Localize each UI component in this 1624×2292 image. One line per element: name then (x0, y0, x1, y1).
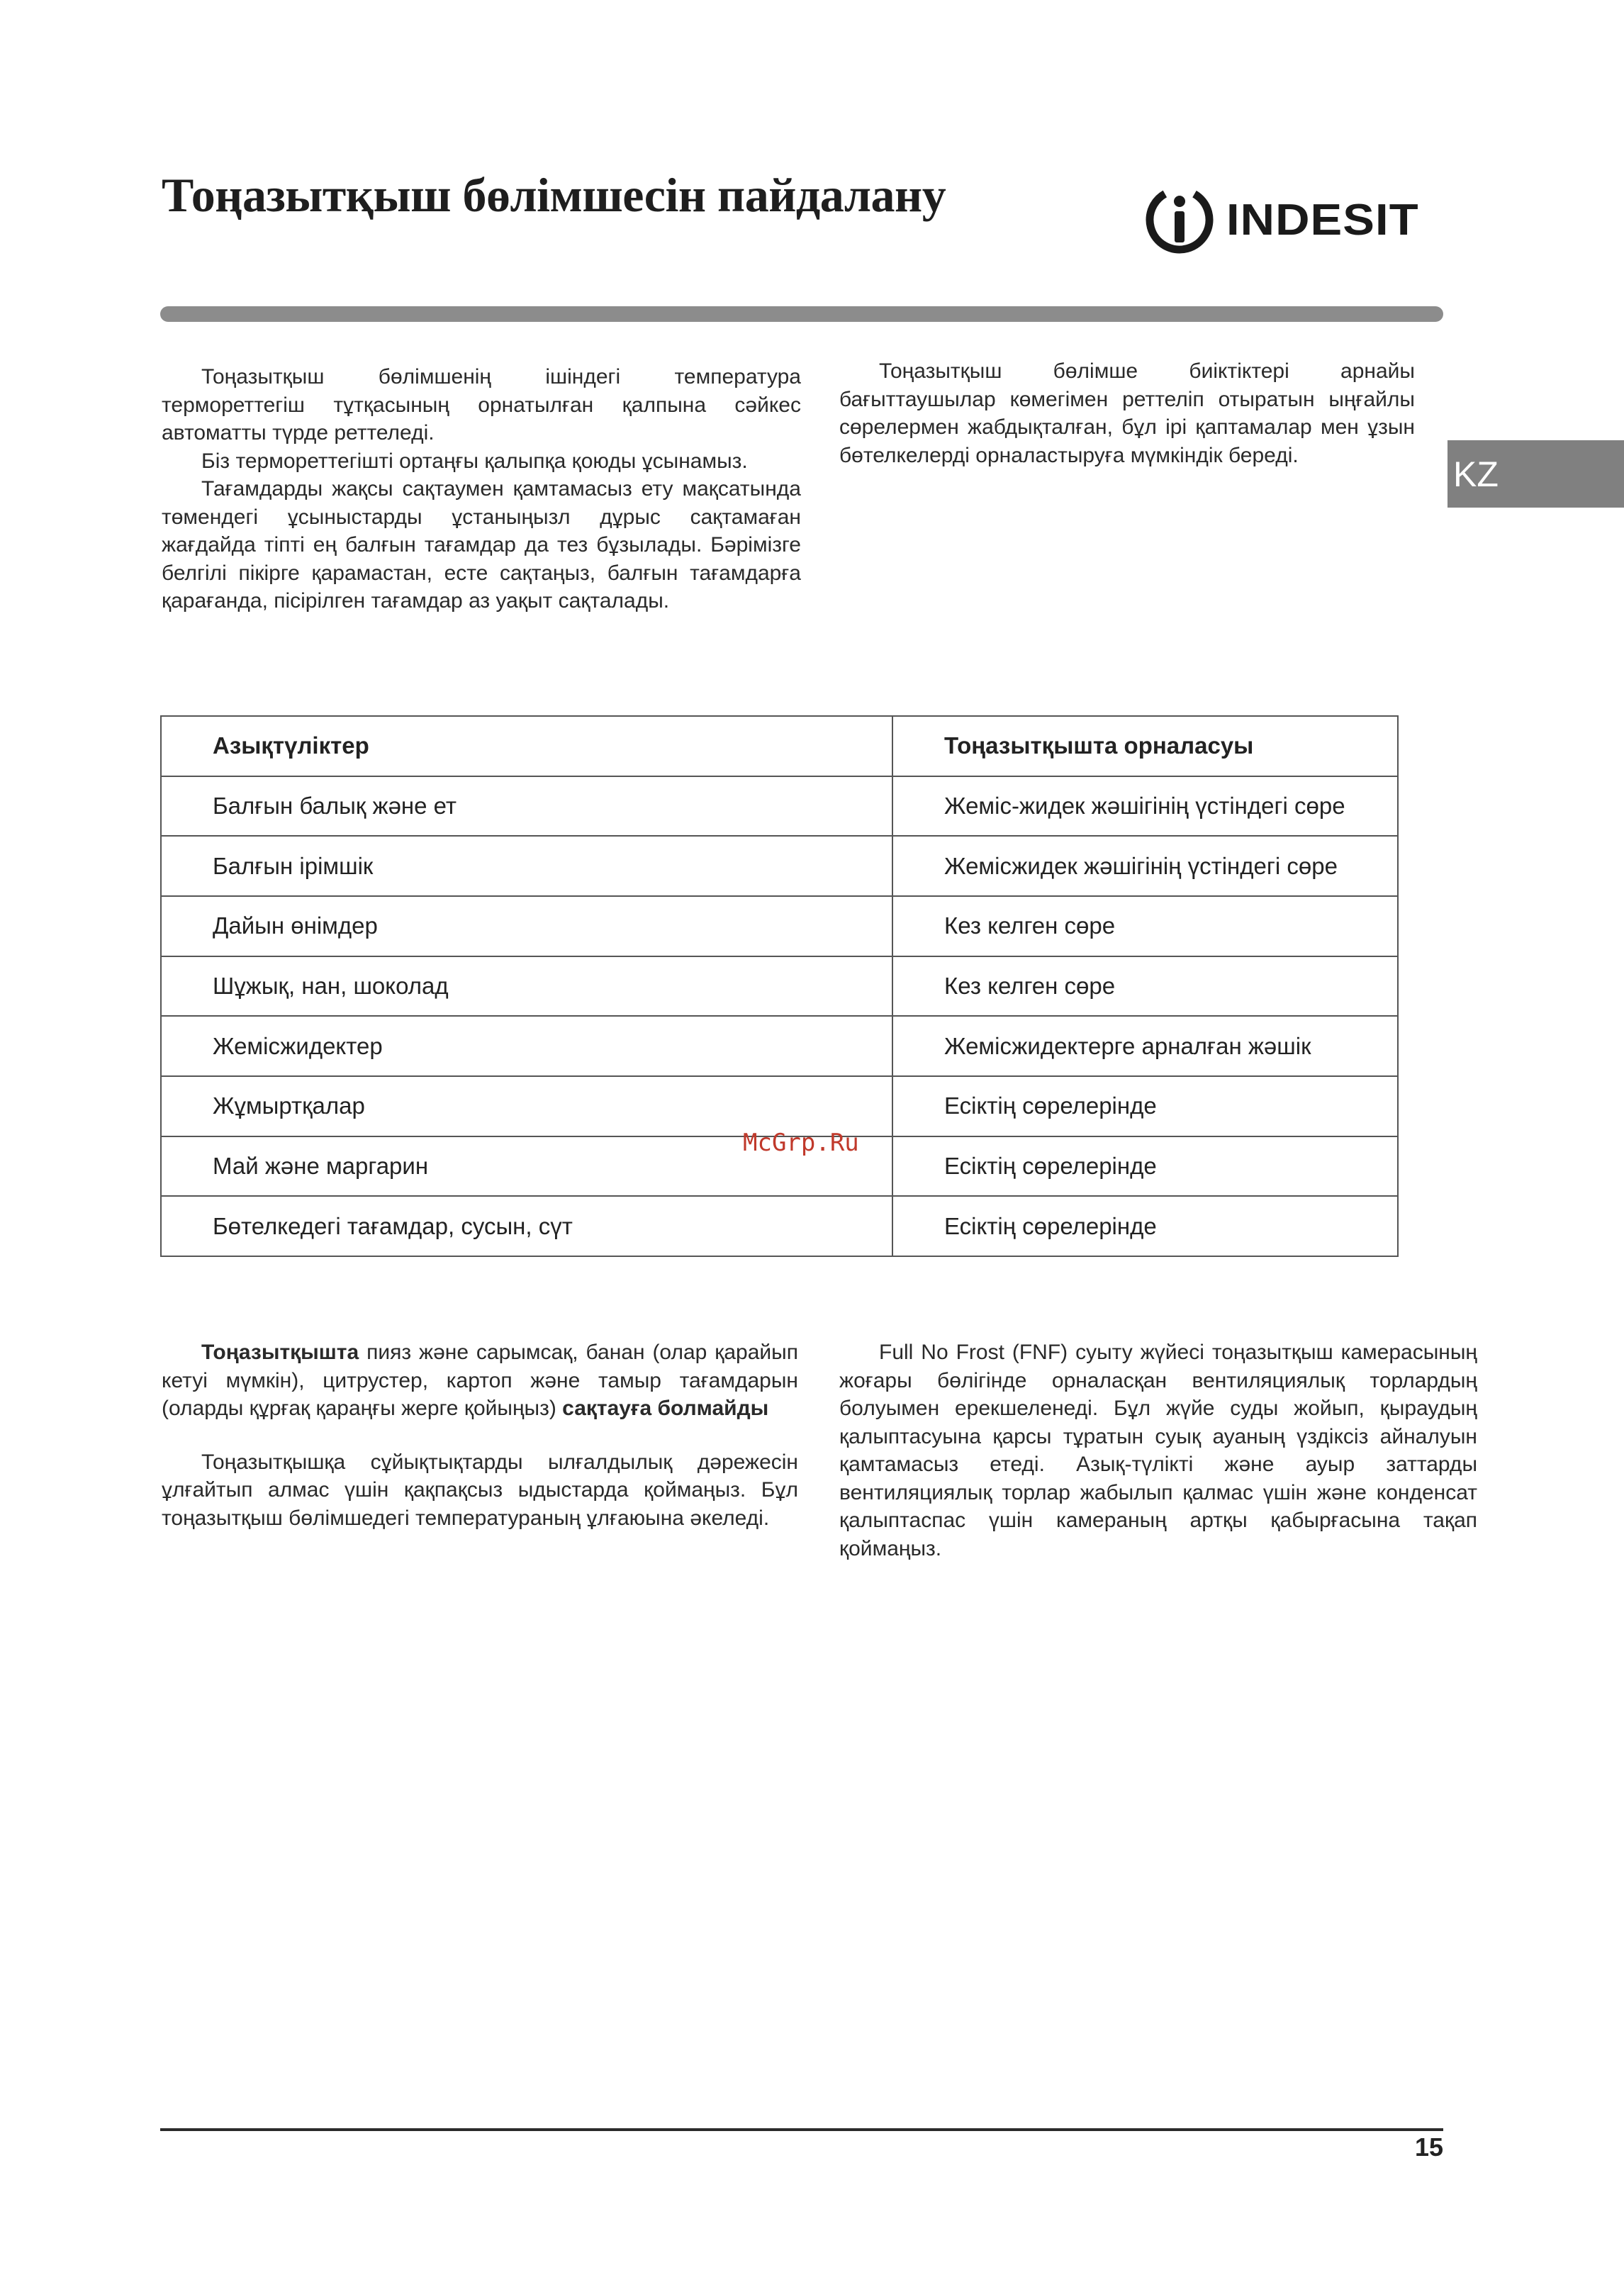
intro-left-column (162, 363, 801, 615)
table-cell: Кез келген сөре (892, 896, 1398, 956)
table-header-row (161, 716, 1398, 776)
notes-right-column (839, 1338, 1477, 1563)
intro-paragraph: Біз термореттегішті ортаңғы қалыпқа қоюды ұсынамыз. (201, 449, 748, 473)
table-cell: Есіктің сөрелерінде (892, 1196, 1398, 1256)
language-tab: KZ (1447, 440, 1624, 508)
indesit-logo-icon (1143, 183, 1216, 257)
footer-divider (160, 2128, 1443, 2131)
table-cell: Кез келген сөре (892, 956, 1398, 1017)
table-row (161, 776, 1398, 837)
table-row (161, 1016, 1398, 1076)
notes-left-column (162, 1338, 798, 1532)
table-cell: Балғын балық және ет (161, 776, 892, 837)
intro-paragraph: Тоңазытқыш бөлімшенің ішіндегі температура термореттегіш тұтқасының орнатылған қалпына сәйкес автоматты түрде реттеледі. (162, 365, 801, 445)
table-header-cell: Азықтүліктер (161, 716, 892, 776)
note-tail: сақтауға болмайды (562, 1397, 769, 1420)
table-row (161, 1076, 1398, 1136)
table-row (161, 1196, 1398, 1256)
watermark-link[interactable]: McGrp.Ru (743, 1129, 859, 1157)
table-row (161, 896, 1398, 956)
table-cell: Жеміс-жидек жәшігінің үстіндегі сөре (892, 776, 1398, 837)
note-paragraph: Тоңазытқышқа сұйықтықтарды ылғалдылық дәрежесін ұлғайтып алмас үшін қақпақсыз ыдыстарда қоймаңыз. Бұл тоңазытқыш бөлімшедегі температураның ұлғаюына әкеледі. (162, 1450, 798, 1530)
header-divider (160, 306, 1443, 322)
table-header-cell: Тоңазытқышта орналасуы (892, 716, 1398, 776)
table-cell: Жемісжидектерге арналған жәшік (892, 1016, 1398, 1076)
table-cell: Есіктің сөрелерінде (892, 1136, 1398, 1197)
intro-right-column (839, 357, 1415, 469)
note-paragraph: Full No Frost (FNF) суыту жүйесі тоңазытқыш камерасының жоғары бөлігінде орналасқан вентиляциялық торлардың болуымен ерекшеленеді. Бұл жүйе суды жойып, қыраудың қалыптасуына қарсы тұратын суық ауаның үздіксіз айналуын қамтамасыз етеді. Азық-түлікті және ауыр заттарды вентиляциялық торлар жабылып қалмас үшін және конденсат қалыптаспас үшін камераның артқы қабырғасына тақап қоймаңыз. (839, 1341, 1477, 1560)
page-number: 15 (1415, 2132, 1444, 2162)
table-cell: Жемісжидектер (161, 1016, 892, 1076)
intro-paragraph: Тоңазытқыш бөлімше биіктіктері арнайы бағыттаушылар көмегімен реттеліп отыратын ыңғайлы сөрелермен жабдықталған, бұл ірі қаптамалар мен ұзын бөтелкелерді орналастыруға мүмкіндік береді. (839, 359, 1415, 467)
brand-wordmark: INDESIT (1226, 195, 1419, 245)
table-cell: Есіктің сөрелерінде (892, 1076, 1398, 1136)
table-cell: Май және маргарин (161, 1136, 892, 1197)
table-cell: Жемісжидек жәшігінің үстіндегі сөре (892, 836, 1398, 896)
table-cell: Дайын өнімдер (161, 896, 892, 956)
table-cell: Шұжық, нан, шоколад (161, 956, 892, 1017)
table-row (161, 956, 1398, 1017)
brand-logo (1143, 181, 1419, 259)
note-paragraph (162, 1338, 798, 1423)
note-text: пияз және сарымсақ, банан (олар қарайып кетуі мүмкін), цитрустер, картоп және тамыр тағамдарын (оларды құрғақ қараңғы жерге қойыңыз) (162, 1341, 798, 1420)
table-cell: Балғын ірімшік (161, 836, 892, 896)
page-title: Тоңазытқыш бөлімшесін пайдалану (162, 168, 946, 222)
note-lead: Тоңазытқышта (201, 1341, 359, 1364)
table-cell: Жұмыртқалар (161, 1076, 892, 1136)
table-cell: Бөтелкедегі тағамдар, сусын, сүт (161, 1196, 892, 1256)
table-row (161, 836, 1398, 896)
food-placement-table (160, 715, 1399, 1257)
intro-paragraph: Тағамдарды жақсы сақтаумен қамтамасыз ету мақсатында төмендегі ұсыныстарды ұстаныңызл дұрыс сақтамаған жағдайда тіпті ең балғын тағамдар да тез бұзылады. Бәрімізге белгілі пікірге қарамастан, есте сақтаңыз, балғын тағамдарға қарағанда, пісірілген тағамдар аз уақыт сақталады. (162, 477, 801, 613)
